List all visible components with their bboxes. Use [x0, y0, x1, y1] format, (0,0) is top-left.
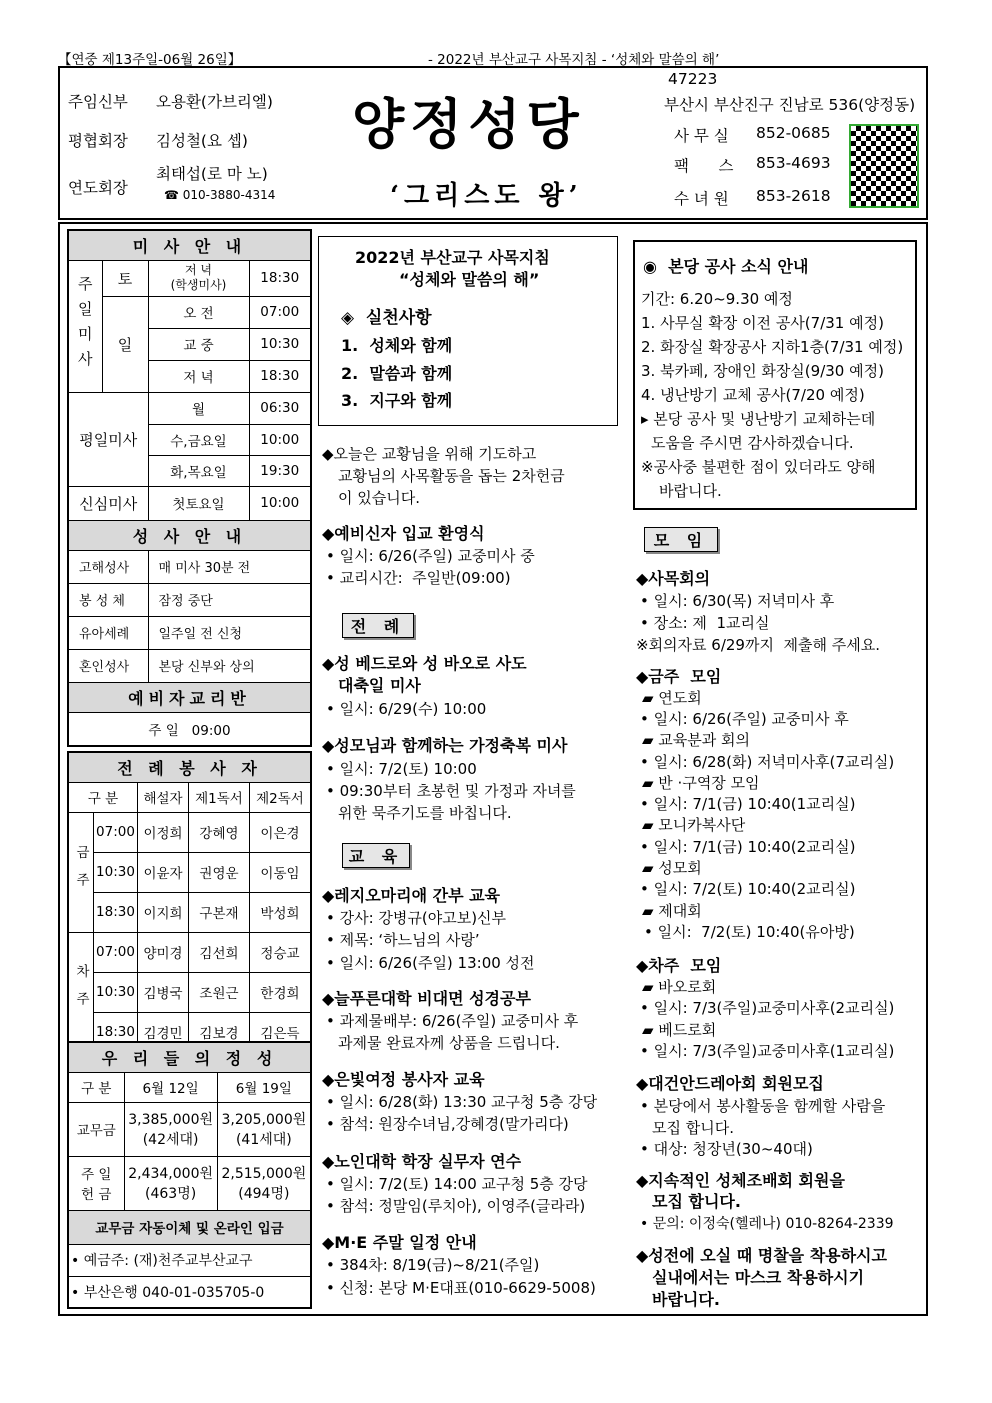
offering-header-date1: 6월 12일: [124, 1072, 217, 1102]
table-row: [68, 1156, 311, 1210]
welcome-item-1: • 일시: 6/26(주일) 교중미사 중: [326, 547, 535, 565]
council-name: 김성철(요 셉): [156, 132, 248, 150]
offering-amount-cell: 3,385,000원 (42세대): [124, 1102, 217, 1156]
offering-amount-cell: 2,434,000원 (463명): [124, 1156, 217, 1210]
sunday-label: 일: [102, 296, 148, 392]
qr-code-icon[interactable]: [849, 124, 919, 208]
confession-label: 고해성사: [68, 550, 148, 583]
sunday-evening-time: 18:30: [249, 360, 311, 392]
meeting-item: ▰ 제대회: [642, 902, 702, 920]
meeting-item: • 일시: 6/26(주일) 교중미사 후: [640, 710, 849, 728]
youth-label: 연도회장: [68, 179, 128, 197]
construction-line: 도움을 주시면 감사하겠습니다.: [651, 434, 854, 452]
office-number: 852-0685: [756, 124, 831, 142]
time-cell: 10:30: [94, 852, 138, 892]
youth-phone: ☎ 010-3880-4314: [164, 188, 276, 202]
pastoral-council-item: ※회의자료 6/29까지 제출해 주세요.: [636, 636, 880, 654]
adoration-item: • 문의: 이정숙(헬레나) 010-8264-2339: [640, 1216, 894, 1232]
weekday-tue-thu-label: 화,목요일: [148, 455, 249, 486]
pastoral-council-item: • 일시: 6/30(목) 저녁미사 후: [640, 592, 835, 610]
commentator-cell: 양미경: [138, 932, 189, 972]
this-week-meetings-title: ◆금주 모임: [636, 667, 722, 686]
mass-title: 미 사 안 내: [68, 230, 311, 260]
sunday-evening-label: 저 녁: [148, 360, 249, 392]
marriage-label: 혼인성사: [68, 649, 148, 682]
construction-title: ◉ 본당 공사 소식 안내: [643, 257, 809, 276]
sacrament-title: 성 사 안 내: [68, 520, 311, 550]
meeting-item: • 일시: 7/3(주일)교중미사후(2교리실): [640, 999, 895, 1017]
offering-header-type: 구 분: [68, 1072, 124, 1102]
meeting-item: • 일시: 7/1(금) 10:40(2교리실): [640, 838, 856, 856]
practice-item-3: 3. 지구와 함께: [341, 391, 453, 410]
offering-table: [67, 1041, 312, 1309]
communion-value: 잠정 중단: [148, 583, 311, 616]
saturday-label: 토: [102, 260, 148, 296]
silver-journey-item-2: • 참석: 원장수녀님,강혜경(말가리다): [326, 1115, 569, 1133]
pastoral-council-title: ◆사목회의: [636, 569, 711, 588]
issue-date: 【연중 제13주일-06월 26일】: [58, 52, 242, 68]
offering-amount-cell: 2,515,000원 (494명): [217, 1156, 311, 1210]
table-row: [68, 852, 311, 892]
construction-line: 바랍니다.: [659, 482, 722, 500]
next-week-meetings-title: ◆차주 모임: [636, 956, 722, 975]
adoration-title-2: 모집 합니다.: [652, 1192, 741, 1211]
meeting-item: • 일시: 7/3(주일)교중미사후(1교리실): [640, 1042, 895, 1060]
commentator-cell: 이정희: [138, 812, 189, 852]
me-weekend-item-1: • 384차: 8/19(금)~8/21(주일): [326, 1256, 540, 1274]
table-row: [68, 932, 311, 972]
senior-college-item-1: • 일시: 7/2(토) 14:00 교구청 5층 강당: [326, 1175, 588, 1193]
left-info-table: [67, 229, 312, 747]
auto-transfer-title: 교무금 자동이체 및 온라인 입금: [68, 1210, 311, 1244]
andrew-society-item: • 대상: 청장년(30~40대): [640, 1140, 813, 1158]
sinsim-mass-label: 신심미사: [68, 486, 148, 520]
family-blessing-title: ◆성모님과 함께하는 가정축복 미사: [322, 736, 568, 755]
andrew-society-item: 모집 합니다.: [652, 1119, 734, 1137]
meeting-item: ▰ 성모회: [642, 859, 702, 877]
time-cell: 10:30: [94, 972, 138, 1012]
catechumen-title: 예비자교리반: [68, 682, 311, 712]
welcome-title: ◆예비신자 입교 환영식: [322, 524, 485, 543]
weekday-mon-time: 06:30: [249, 392, 311, 424]
convent-label: 수 녀 원: [674, 190, 729, 208]
guideline-title1: 2022년 부산교구 사목지침: [355, 248, 550, 267]
weekday-mass-label: 평일미사: [68, 392, 148, 486]
liturgy-section-label: 전 례: [342, 613, 414, 638]
family-blessing-item-2: • 09:30부터 초봉헌 및 가정과 자녀를: [326, 782, 576, 800]
reading1-cell: 김보경: [189, 1012, 250, 1052]
practice-title: ◈ 실천사항: [341, 308, 432, 328]
sunday-main-label: 교 중: [148, 328, 249, 360]
office-label: 사 무 실: [674, 127, 729, 145]
meeting-section-label: 모 임: [644, 527, 718, 552]
construction-line: ※공사중 불편한 점이 있더라도 양해: [641, 458, 876, 476]
mask-notice-3: 바랍니다.: [652, 1290, 720, 1309]
family-blessing-item-1: • 일시: 7/2(토) 10:00: [326, 760, 477, 778]
confession-value: 매 미사 30분 전: [148, 550, 311, 583]
this-week-label: 금주: [68, 812, 94, 932]
church-title: 양정성당: [352, 92, 585, 156]
offering-amount-cell: 3,205,000원 (41세대): [217, 1102, 311, 1156]
pastoral-council-item: • 장소: 제 1교리실: [640, 614, 770, 632]
bible-study-item-2: 과제물 완료자께 상품을 드립니다.: [338, 1034, 560, 1052]
meeting-item: ▰ 베드로회: [642, 1021, 717, 1039]
mask-notice-2: 실내에서는 마스크 착용하시기: [652, 1268, 865, 1287]
priest-name: 오용환(가브리엘): [156, 93, 273, 111]
construction-box: [633, 240, 917, 510]
reading2-cell: 정승교: [249, 932, 311, 972]
meeting-item: • 일시: 7/2(토) 10:40(2교리실): [640, 880, 856, 898]
education-section-label: 교 육: [342, 843, 410, 868]
meeting-item: ▰ 바오로회: [642, 978, 717, 996]
construction-line: 4. 냉난방기 교체 공사(7/20 예정): [641, 386, 865, 404]
peter-paul-title-1: ◆성 베드로와 성 바오로 사도: [322, 654, 527, 673]
reading1-cell: 강혜영: [189, 812, 250, 852]
reading2-cell: 김은득: [249, 1012, 311, 1052]
silver-journey-item-1: • 일시: 6/28(화) 13:30 교구청 5층 강당: [326, 1093, 598, 1111]
diocese-motto: - 2022년 부산교구 사목지침 - ‘성체와 말씀의 해’: [428, 52, 720, 68]
meeting-item: ▰ 교육분과 회의: [642, 731, 751, 749]
sunday-mass-label: 주일미사: [68, 260, 102, 392]
reading1-cell: 조원근: [189, 972, 250, 1012]
offering-header-date2: 6월 19일: [217, 1072, 311, 1102]
infant-baptism-label: 유아세례: [68, 616, 148, 649]
peter-paul-item-1: • 일시: 6/29(수) 10:00: [326, 700, 487, 718]
guideline-box: [318, 236, 618, 426]
weekday-wed-fri-label: 수,금요일: [148, 424, 249, 455]
offering-title: 우 리 들 의 정 성: [68, 1042, 311, 1072]
silver-journey-title: ◆은빛여정 봉사자 교육: [322, 1070, 485, 1089]
reading2-cell: 이은경: [249, 812, 311, 852]
commentator-cell: 김경민: [138, 1012, 189, 1052]
reading2-cell: 박성희: [249, 892, 311, 932]
peter-paul-title-2: 대축일 미사: [338, 676, 421, 695]
saturday-time: 18:30: [249, 260, 311, 296]
next-week-label: 차주: [68, 932, 94, 1052]
offering-type-cell: 주 일 헌 금: [68, 1156, 124, 1210]
sinsim-day: 첫토요일: [148, 486, 249, 520]
fax-label: 팩 스: [674, 157, 734, 175]
legio-item-1: • 강사: 강병규(야고보)신부: [326, 909, 507, 927]
top-line: [58, 48, 928, 66]
account-number: • 부산은행 040-01-035705-0: [68, 1276, 311, 1308]
reading2-cell: 한경희: [249, 972, 311, 1012]
fax-number: 853-4693: [756, 154, 831, 172]
meeting-item: ▰ 모니카복사단: [642, 816, 746, 834]
practice-item-1: 1. 성체와 함께: [341, 336, 453, 355]
legio-item-2: • 제목: ‘하느님의 사랑’: [326, 931, 480, 949]
legio-item-3: • 일시: 6/26(주일) 13:00 성전: [326, 954, 535, 972]
liturgy-table: [67, 751, 312, 1053]
legio-title: ◆레지오마리애 간부 교육: [322, 886, 501, 905]
convent-number: 853-2618: [756, 187, 831, 205]
sinsim-time: 10:00: [249, 486, 311, 520]
senior-college-title: ◆노인대학 학장 실무자 연수: [322, 1152, 522, 1171]
main-content: [58, 222, 928, 1316]
liturgy-title: 전 례 봉 사 자: [68, 752, 311, 782]
reading1-cell: 김선희: [189, 932, 250, 972]
notice-line-2: 교황님의 사목활동을 돕는 2차헌금: [338, 467, 565, 485]
meeting-item: • 일시: 7/1(금) 10:40(1교리실): [640, 795, 856, 813]
sunday-main-time: 10:30: [249, 328, 311, 360]
weekday-mon-label: 월: [148, 392, 249, 424]
meeting-item: ▰ 연도회: [642, 689, 702, 707]
notice-line-1: ◆오늘은 교황님을 위해 기도하고: [322, 445, 537, 463]
marriage-value: 본당 신부와 상의: [148, 649, 311, 682]
liturgy-header-commentator: 해설자: [138, 782, 189, 812]
liturgy-header-type: 구 분: [68, 782, 138, 812]
andrew-society-item: • 본당에서 봉사활동을 함께할 사람을: [640, 1097, 886, 1115]
catechumen-time: 주 일 09:00: [68, 712, 311, 746]
guideline-title2: “성체와 말씀의 해”: [399, 270, 540, 289]
meeting-item: • 일시: 6/28(화) 저녁미사후(7교리실): [640, 753, 895, 771]
mask-notice-1: ◆성전에 오실 때 명찰을 착용하시고: [636, 1246, 887, 1265]
account-holder: • 예금주: (재)천주교부산교구: [68, 1244, 311, 1276]
notice-line-3: 이 있습니다.: [338, 489, 420, 507]
time-cell: 18:30: [94, 892, 138, 932]
weekday-wed-fri-time: 10:00: [249, 424, 311, 455]
andrew-society-title: ◆대건안드레아회 회원모집: [636, 1074, 824, 1093]
zip-code: 47223: [668, 70, 718, 88]
offering-type-cell: 교무금: [68, 1102, 124, 1156]
liturgy-header-reading2: 제2독서: [249, 782, 311, 812]
meeting-item: • 일시: 7/2(토) 10:40(유아방): [644, 923, 855, 941]
weekday-tue-thu-time: 19:30: [249, 455, 311, 486]
council-label: 평협회장: [68, 132, 128, 150]
header: [58, 66, 928, 220]
sunday-morning-time: 07:00: [249, 296, 311, 328]
liturgy-header-reading1: 제1독서: [189, 782, 250, 812]
bible-study-item-1: • 과제물배부: 6/26(주일) 교중미사 후: [326, 1012, 579, 1030]
reading2-cell: 이동임: [249, 852, 311, 892]
address: 부산시 부산진구 진남로 536(양정동): [664, 96, 916, 114]
saturday-evening-label: 저 녁 (학생미사): [148, 260, 249, 296]
practice-item-2: 2. 말씀과 함께: [341, 364, 453, 383]
communion-label: 봉 성 체: [68, 583, 148, 616]
bible-study-title: ◆늘푸른대학 비대면 성경공부: [322, 989, 531, 1008]
construction-line: ▸ 본당 공사 및 냉난방기 교체하는데: [641, 410, 876, 428]
time-cell: 07:00: [94, 812, 138, 852]
commentator-cell: 이윤자: [138, 852, 189, 892]
sunday-morning-label: 오 전: [148, 296, 249, 328]
adoration-title-1: ◆지속적인 성체조배회 회원을: [636, 1171, 845, 1190]
reading1-cell: 구본재: [189, 892, 250, 932]
priest-label: 주임신부: [68, 93, 128, 111]
commentator-cell: 이지희: [138, 892, 189, 932]
family-blessing-item-3: 위한 묵주기도를 바칩니다.: [338, 804, 512, 822]
construction-line: 1. 사무실 확장 이전 공사(7/31 예정): [641, 314, 884, 332]
construction-line: 기간: 6.20~9.30 예정: [641, 290, 793, 308]
youth-name: 최태섭(로 마 노): [156, 165, 268, 183]
me-weekend-item-2: • 신청: 본당 M·E대표(010-6629-5008): [326, 1279, 596, 1297]
senior-college-item-2: • 참석: 정말임(루치아), 이영주(글라라): [326, 1197, 586, 1215]
table-row: [68, 1102, 311, 1156]
table-row: [68, 812, 311, 852]
commentator-cell: 김병국: [138, 972, 189, 1012]
time-cell: 07:00: [94, 932, 138, 972]
time-cell: 18:30: [94, 1012, 138, 1052]
table-row: [68, 892, 311, 932]
infant-baptism-value: 일주일 전 신청: [148, 616, 311, 649]
welcome-item-2: • 교리시간: 주일반(09:00): [326, 569, 511, 587]
construction-line: 3. 북카페, 장애인 화장실(9/30 예정): [641, 362, 884, 380]
table-row: [68, 972, 311, 1012]
construction-line: 2. 화장실 확장공사 지하1층(7/31 예정): [641, 338, 904, 356]
church-subtitle: ‘그리스도 왕’: [390, 181, 583, 211]
meeting-item: ▰ 반 ·구역장 모임: [642, 774, 760, 792]
reading1-cell: 권영운: [189, 852, 250, 892]
me-weekend-title: ◆M·E 주말 일정 안내: [322, 1233, 477, 1252]
